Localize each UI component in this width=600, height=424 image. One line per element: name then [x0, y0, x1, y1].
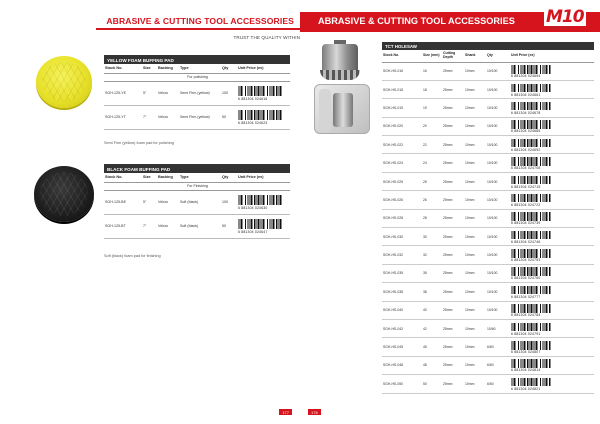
table-row — [382, 283, 594, 301]
qty: 6/60 — [486, 375, 510, 393]
black-subhead: For Finishing — [157, 182, 237, 190]
size: 22 — [422, 136, 442, 154]
cutting-depth: 25mm — [442, 80, 464, 98]
table-row — [382, 117, 594, 135]
size: 35 — [422, 264, 442, 282]
barcode-number: 6 881304 024678 — [511, 110, 541, 115]
barcode-number: 6 881304 024791 — [511, 331, 541, 336]
table-row — [382, 264, 594, 282]
backing: Velcro — [157, 214, 179, 238]
table-row — [382, 80, 594, 98]
barcode — [511, 359, 551, 371]
barcode-number: 6 881304 024739 — [511, 221, 541, 226]
size: 50 — [422, 375, 442, 393]
type: Semi Firm (yellow) — [179, 81, 221, 105]
table-row — [382, 191, 594, 209]
shank: 10mm — [464, 264, 486, 282]
backing: Velcro — [157, 190, 179, 214]
right-page — [300, 0, 600, 424]
stock-no: SGH-HS-050 — [382, 375, 422, 393]
holesaw-table — [382, 42, 594, 394]
table-row — [382, 356, 594, 374]
size: 24 — [422, 154, 442, 172]
qty: 100 — [221, 190, 237, 214]
stock-no: SGH-HS-019 — [382, 99, 422, 117]
barcode-number: 6 881304 024647 — [238, 229, 268, 234]
col-backing: Backing — [157, 64, 179, 73]
stock-no: SGH-HS-032 — [382, 246, 422, 264]
stock-no: SGH-HS-028 — [382, 209, 422, 227]
shank: 10mm — [464, 80, 486, 98]
stock-no: SGH-HS-045 — [382, 338, 422, 356]
barcode-number: 6 881304 024685 — [511, 129, 541, 134]
stock-no: SGH-HS-042 — [382, 319, 422, 337]
cutting-depth: 25mm — [442, 301, 464, 319]
col-size: Size — [142, 64, 157, 73]
barcode — [511, 157, 551, 169]
shank: 10mm — [464, 283, 486, 301]
barcode-number: 6 881304 024753 — [511, 258, 541, 263]
size: 7" — [142, 105, 157, 129]
table-row — [382, 375, 594, 393]
stock-no: SGH-125-YT — [104, 105, 142, 129]
stock-no: SGH-125-YE — [104, 81, 142, 105]
cutting-depth: 25mm — [442, 283, 464, 301]
brand-logo — [544, 8, 586, 32]
qty: 10/100 — [486, 246, 510, 264]
size: 5" — [142, 190, 157, 214]
shank: 10mm — [464, 62, 486, 80]
barcode-number: 6 881304 024715 — [511, 184, 541, 189]
yellow-pad-image — [36, 56, 92, 108]
qty: 6/60 — [486, 356, 510, 374]
size: 38 — [422, 283, 442, 301]
table-row — [382, 136, 594, 154]
qty: 6/60 — [486, 338, 510, 356]
size: 42 — [422, 319, 442, 337]
barcode-number: 6 881304 024692 — [511, 147, 541, 152]
yellow-pad-table-title: YELLOW FOAM BUFFING PAD — [104, 55, 290, 64]
size: 45 — [422, 338, 442, 356]
cutting-depth: 25mm — [442, 338, 464, 356]
barcode-number: 6 881304 024814 — [511, 368, 541, 373]
size: 25 — [422, 172, 442, 190]
table-row — [382, 209, 594, 227]
col-price: Unit Price (ex) — [237, 173, 290, 182]
barcode — [238, 86, 282, 100]
qty: 10/100 — [486, 80, 510, 98]
col-qty: Qty — [486, 50, 510, 62]
black-pad-table — [104, 164, 290, 239]
cutting-depth: 25mm — [442, 99, 464, 117]
yellow-pad-caption: Semi Firm (yellow) foam pad for polishing — [104, 141, 174, 145]
backing: Velcro — [157, 81, 179, 105]
stock-no: SGH-HS-040 — [382, 301, 422, 319]
barcode — [511, 139, 551, 151]
shank: 10mm — [464, 338, 486, 356]
barcode-number: 6 881304 024760 — [511, 276, 541, 281]
type: Soft (black) — [179, 214, 221, 238]
barcode — [511, 102, 551, 114]
table-row — [382, 172, 594, 190]
qty: 10/60 — [486, 319, 510, 337]
shank: 10mm — [464, 228, 486, 246]
barcode — [511, 176, 551, 188]
qty: 10/100 — [486, 154, 510, 172]
table-row — [382, 154, 594, 172]
black-pad-image — [34, 166, 94, 222]
barcode-number: 6 881304 024616 — [238, 96, 268, 101]
barcode — [511, 341, 551, 353]
type: Soft (black) — [179, 190, 221, 214]
qty: 10/100 — [486, 264, 510, 282]
holesaw-table-title: TCT HOLESAW — [382, 42, 594, 50]
black-pad-table-title: BLACK FOAM BUFFING PAD — [104, 164, 290, 173]
barcode — [511, 249, 551, 261]
table-row — [382, 319, 594, 337]
stock-no: SGH-HS-038 — [382, 283, 422, 301]
table-row — [382, 246, 594, 264]
barcode — [511, 378, 551, 390]
cutting-depth: 25mm — [442, 356, 464, 374]
table-row — [382, 62, 594, 80]
stock-no: SGH-HS-035 — [382, 264, 422, 282]
qty: 10/100 — [486, 136, 510, 154]
size: 5" — [142, 81, 157, 105]
size: 20 — [422, 117, 442, 135]
col-shank: Shank — [464, 50, 486, 62]
size: 48 — [422, 356, 442, 374]
barcode-number: 6 881304 024708 — [511, 166, 541, 171]
col-type: Type — [179, 64, 221, 73]
cutting-depth: 25mm — [442, 228, 464, 246]
cutting-depth: 25mm — [442, 62, 464, 80]
cutting-depth: 25mm — [442, 246, 464, 264]
col-price: Unit Price (ex) — [510, 50, 594, 62]
logo-subtitle: TOOLS — [548, 26, 571, 30]
holesaw-image — [316, 40, 364, 84]
qty: 10/100 — [486, 283, 510, 301]
table-row — [382, 99, 594, 117]
cutting-depth: 25mm — [442, 375, 464, 393]
stock-no: SGH-HS-016 — [382, 62, 422, 80]
stock-no: SGH-125-BE — [104, 190, 142, 214]
table-row — [104, 81, 290, 105]
barcode — [511, 267, 551, 279]
barcode-number: 6 881304 024623 — [238, 120, 268, 125]
yellow-subhead: For polishing — [157, 73, 237, 81]
type: Semi Firm (yellow) — [179, 105, 221, 129]
barcode — [511, 323, 551, 335]
black-pad-caption: Soft (black) foam pad for finishing — [104, 254, 161, 258]
shank: 10mm — [464, 99, 486, 117]
col-qty: Qty — [221, 64, 237, 73]
shank: 10mm — [464, 319, 486, 337]
qty: 10/100 — [486, 301, 510, 319]
shank: 10mm — [464, 209, 486, 227]
table-row — [382, 338, 594, 356]
col-stock: Stock No. — [382, 50, 422, 62]
shank: 10mm — [464, 191, 486, 209]
col-qty: Qty — [221, 173, 237, 182]
qty: 10/100 — [486, 209, 510, 227]
stock-no: SGH-125-BT — [104, 214, 142, 238]
shank: 10mm — [464, 136, 486, 154]
col-backing: Backing — [157, 173, 179, 182]
size: 32 — [422, 246, 442, 264]
table-row — [104, 190, 290, 214]
qty: 50 — [221, 105, 237, 129]
backing: Velcro — [157, 105, 179, 129]
qty: 10/100 — [486, 117, 510, 135]
barcode-number: 6 881304 024784 — [511, 313, 541, 318]
cutting-depth: 25mm — [442, 264, 464, 282]
table-row — [382, 228, 594, 246]
tagline: TRUST THE QUALITY WITHIN — [233, 35, 300, 40]
right-header-title: ABRASIVE & CUTTING TOOL ACCESSORIES — [318, 16, 515, 26]
qty: 10/100 — [486, 228, 510, 246]
cutting-depth: 25mm — [442, 172, 464, 190]
barcode-number: 6 881304 024661 — [511, 92, 541, 97]
left-header-title: ABRASIVE & CUTTING TOOL ACCESSORIES — [106, 16, 294, 26]
barcode-number: 6 881304 024630 — [238, 205, 268, 210]
cutting-depth: 25mm — [442, 209, 464, 227]
cutting-depth: 25mm — [442, 191, 464, 209]
barcode — [511, 84, 551, 96]
barcode — [511, 304, 551, 316]
shank: 10mm — [464, 301, 486, 319]
stock-no: SGH-HS-022 — [382, 136, 422, 154]
cutting-depth: 25mm — [442, 136, 464, 154]
barcode — [511, 65, 551, 77]
col-depth: Cutting Depth — [442, 50, 464, 62]
size: 18 — [422, 80, 442, 98]
barcode — [238, 110, 282, 124]
left-page-number: 177 — [279, 409, 292, 415]
barcode-number: 6 881304 024821 — [511, 386, 541, 391]
barcode — [238, 195, 282, 209]
size: 7" — [142, 214, 157, 238]
logo-mark: M10 — [546, 7, 584, 27]
stock-no: SGH-HS-026 — [382, 191, 422, 209]
stock-no: SGH-HS-025 — [382, 172, 422, 190]
qty: 100 — [221, 81, 237, 105]
table-row — [104, 105, 290, 129]
size: 19 — [422, 99, 442, 117]
holesaw-case-image — [314, 84, 370, 134]
barcode — [511, 120, 551, 132]
size: 28 — [422, 209, 442, 227]
col-stock: Stock No. — [104, 64, 142, 73]
size: 26 — [422, 191, 442, 209]
col-size: Size — [142, 173, 157, 182]
qty: 50 — [221, 214, 237, 238]
size: 30 — [422, 228, 442, 246]
size: 16 — [422, 62, 442, 80]
qty: 10/100 — [486, 191, 510, 209]
shank: 10mm — [464, 356, 486, 374]
barcode — [511, 286, 551, 298]
qty: 10/100 — [486, 99, 510, 117]
stock-no: SGH-HS-018 — [382, 80, 422, 98]
barcode-number: 6 881304 024746 — [511, 239, 541, 244]
table-row — [104, 214, 290, 238]
shank: 10mm — [464, 117, 486, 135]
cutting-depth: 25mm — [442, 319, 464, 337]
cutting-depth: 25mm — [442, 117, 464, 135]
col-type: Type — [179, 173, 221, 182]
shank: 10mm — [464, 172, 486, 190]
shank: 10mm — [464, 154, 486, 172]
col-size: Size (mm) — [422, 50, 442, 62]
stock-no: SGH-HS-048 — [382, 356, 422, 374]
stock-no: SGH-HS-030 — [382, 228, 422, 246]
right-page-number: 178 — [308, 409, 321, 415]
barcode-number: 6 881304 024722 — [511, 202, 541, 207]
qty: 10/100 — [486, 172, 510, 190]
stock-no: SGH-HS-024 — [382, 154, 422, 172]
stock-no: SGH-HS-020 — [382, 117, 422, 135]
barcode-number: 6 881304 024777 — [511, 294, 541, 299]
col-price: Unit Price (ex) — [237, 64, 290, 73]
shank: 10mm — [464, 246, 486, 264]
barcode — [238, 219, 282, 233]
table-row — [382, 301, 594, 319]
shank: 10mm — [464, 375, 486, 393]
barcode — [511, 231, 551, 243]
barcode-number: 6 881304 024807 — [511, 350, 541, 355]
barcode — [511, 194, 551, 206]
barcode-number: 6 881304 024654 — [511, 74, 541, 79]
left-header — [96, 16, 300, 30]
col-stock: Stock No. — [104, 173, 142, 182]
size: 40 — [422, 301, 442, 319]
cutting-depth: 25mm — [442, 154, 464, 172]
barcode — [511, 212, 551, 224]
qty: 10/100 — [486, 62, 510, 80]
yellow-pad-table — [104, 55, 290, 130]
